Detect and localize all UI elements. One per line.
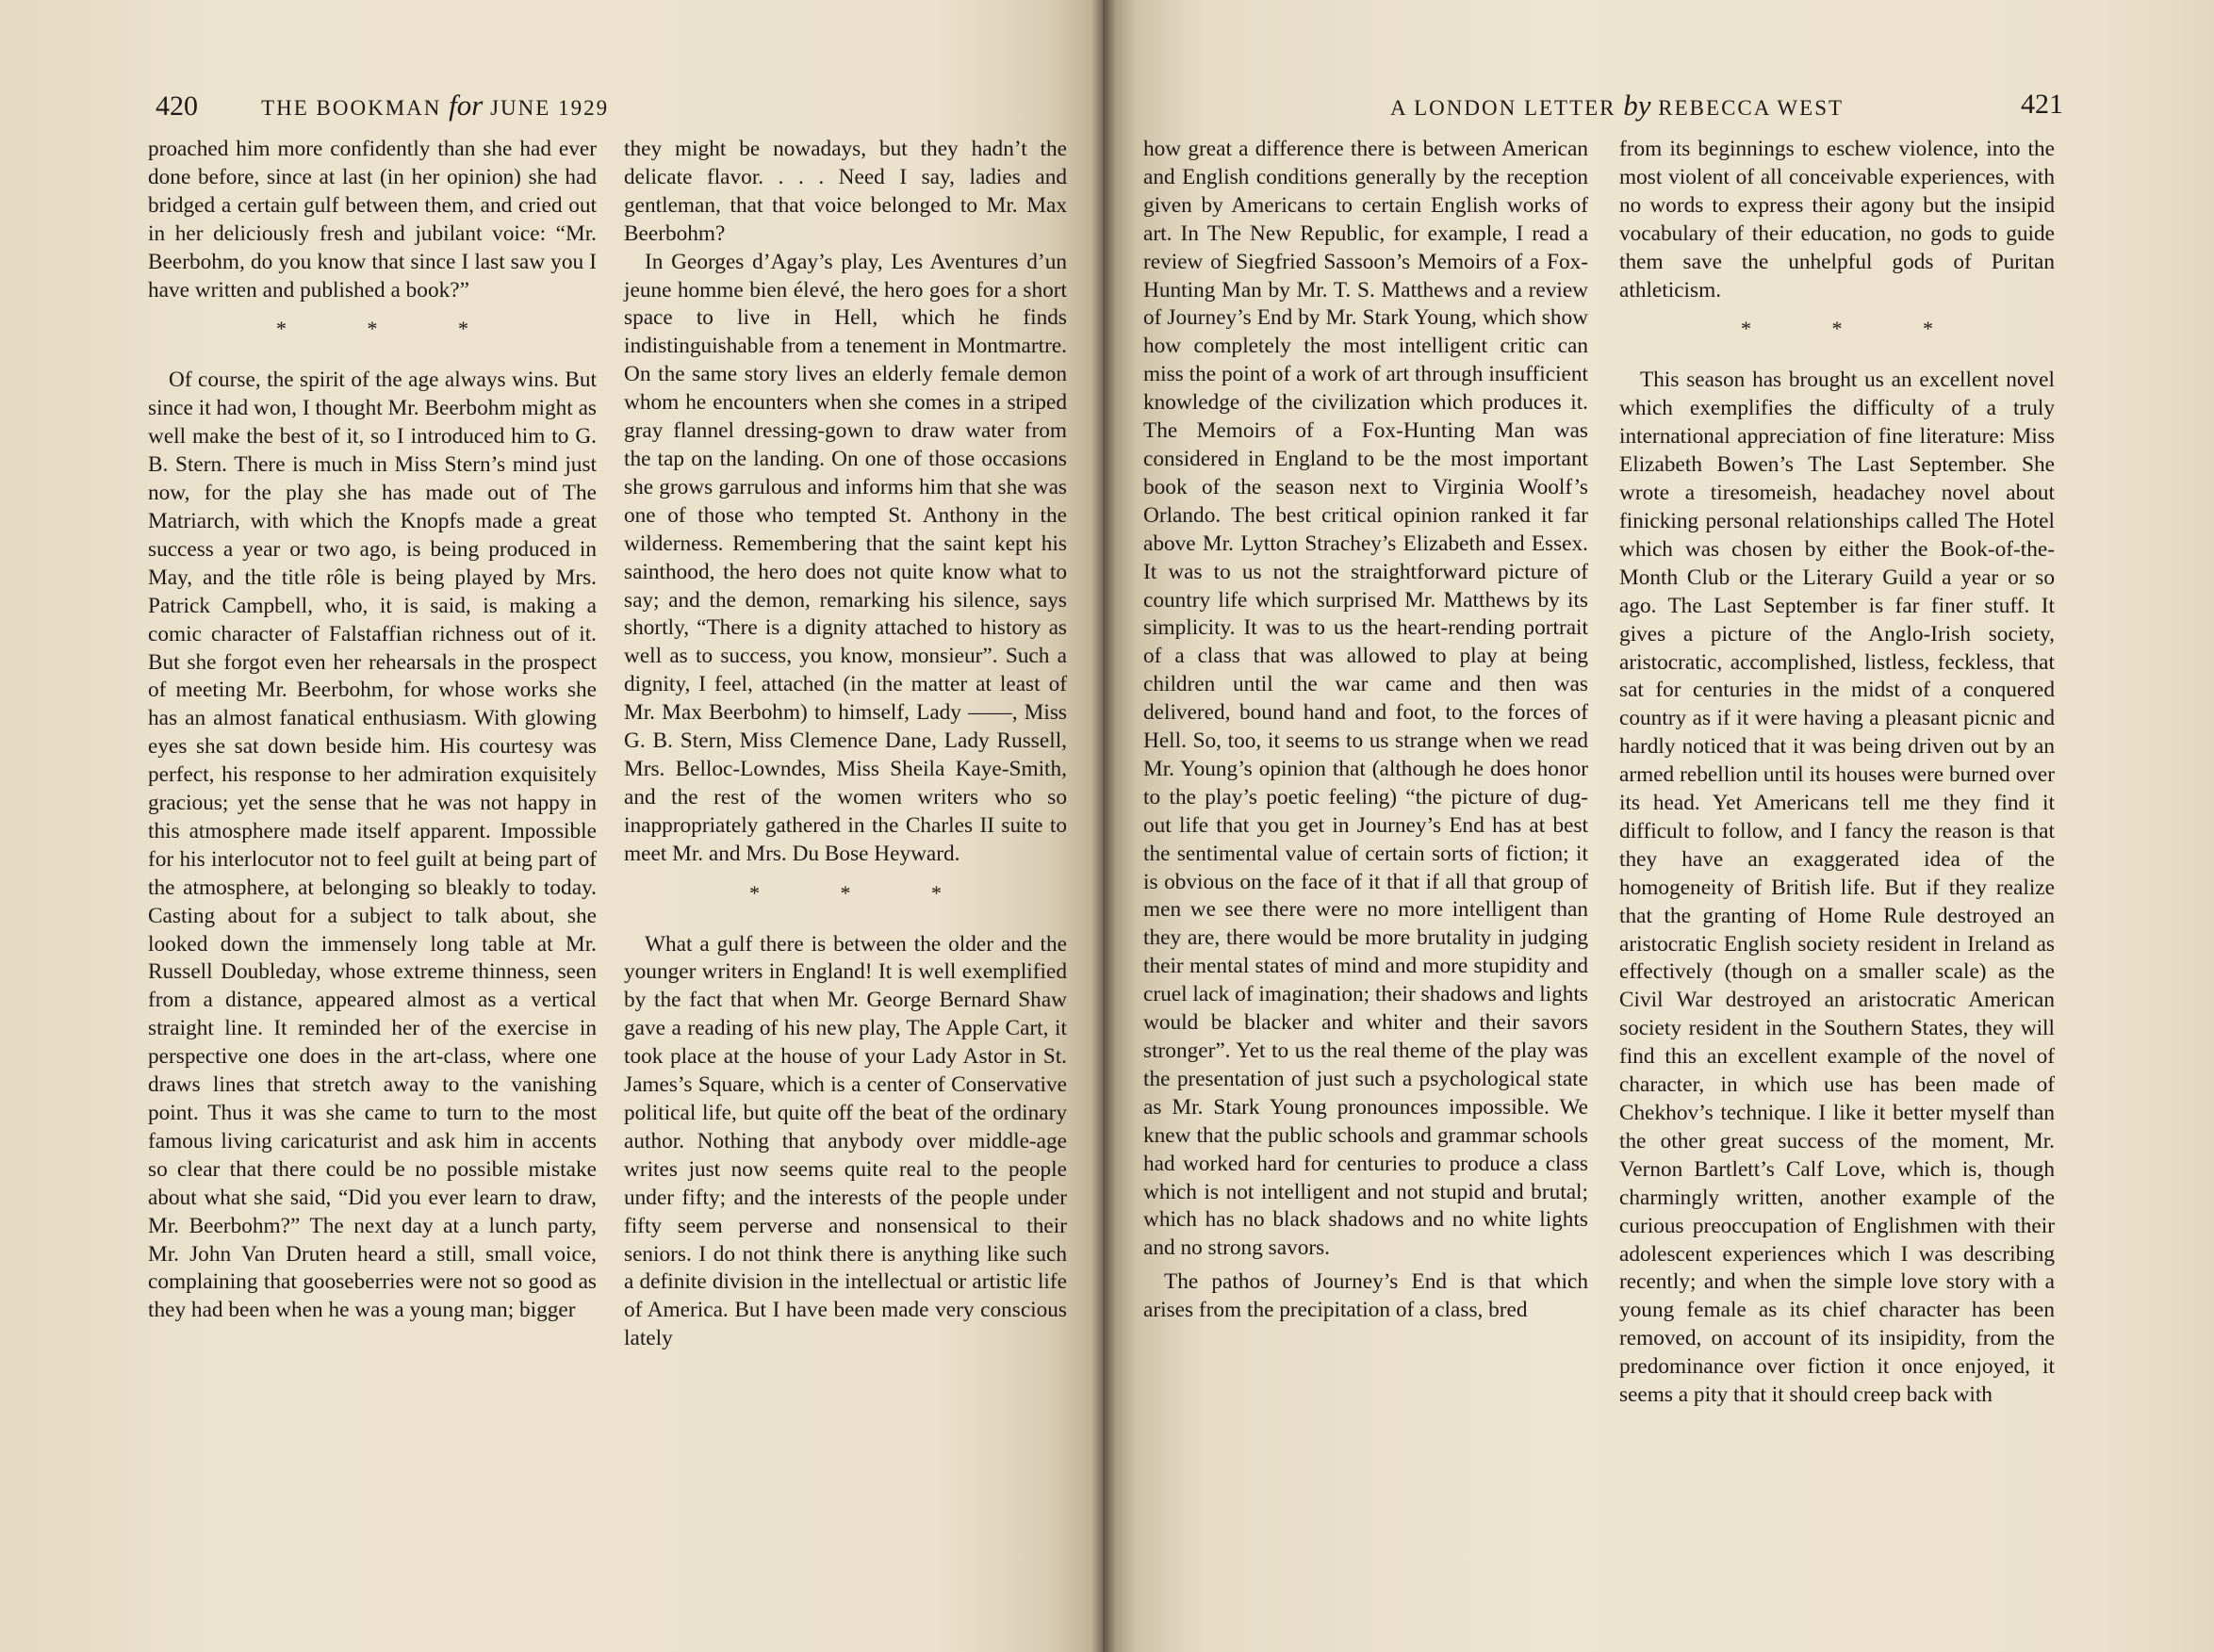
left-head-for: for bbox=[449, 89, 484, 122]
paragraph: how great a difference there is between American and English conditions generally by the reception given by Americans to certain English works of art. In The New Republic, for example, I read a review of Siegfried Sassoon’s Memoirs of a Fox-Hunting Man by Mr. T. S. Matthews and a review of Journey’s End by Mr. Stark Young, which show how completely the most intelligent critic can miss the point of a work of art through insufficient knowledge of the civilization which produces it. The Memoirs of a Fox-Hunting Man was considered in England to be the most important book of the season next to Virginia Woolf’s Orlando. The best critical opinion ranked it far above Mr. Lytton Strachey’s Elizabeth and Essex. It was to us not the straightforward picture of country life which surprised Mr. Matthews by its simplicity. It was to us the heart-rending portrait of a class that was allowed to play at being children until the war came and then was delivered, bound hand and foot, to the forces of Hell. So, too, it seems to us strange when we read Mr. Young’s opinion that (although he does honor to the play’s poetic feeling) “the picture of dug-out life that you get in Journey’s End has at best the sentimental value of certain sorts of fiction; it is obvious on the face of it that if all that group of men we see there were no more intelligent than they are, there would be more brutality in judging their mental states of mind and more stupidity and cruel lack of imagination; their shadows and lights would be blacker and whiter and their savors stronger”. Yet to us the real theme of the play was the presentation of just such a psychological state as Mr. Stark Young pronounces impossible. We knew that the public schools and grammar schools had worked hard for centuries to produce a class which is not intelligent and not stupid and brutal; which has no black shadows and no white lights and no strong savors. bbox=[1143, 137, 1588, 1261]
right-folio: 421 bbox=[2021, 89, 2063, 120]
right-head-title: A LONDON LETTER bbox=[1390, 96, 1616, 120]
right-column-2 bbox=[1619, 136, 2055, 1410]
right-head-by: by bbox=[1623, 89, 1651, 122]
left-running-head bbox=[156, 89, 609, 128]
left-head-title: THE BOOKMAN bbox=[261, 96, 442, 120]
left-column-2 bbox=[624, 136, 1067, 1353]
paragraph: In Georges d’Agay’s play, Les Aventures d’un jeune homme bien élevé, the hero goes for a short space to live in Hell, which he finds indistinguishable from a tenement in Montmartre. On the same story lives an elderly female demon whom he encounters when she comes in a striped gray flannel dressing-gown to draw water from the tap on the landing. On one of those occasions she grows garrulous and informs him that she was one of those who tempted St. Anthony in the wilderness. Remembering that the saint kept his sainthood, the hero does not quite know what to say; and the demon, remarking his silence, says shortly, “There is a dignity attached to history as well as to success, you know, monsieur”. Such a dignity, I feel, attached (in the matter at least of Mr. Max Beerbohm) to himself, Lady ——, Miss G. B. Stern, Miss Clemence Dane, Lady Russell, Mrs. Belloc-Lowndes, Miss Sheila Kaye-Smith, and the rest of the women writers who so inappropriately gathered in the Charles II suite to meet Mr. and Mrs. Du Bose Heyward. bbox=[624, 249, 1067, 866]
right-column-1 bbox=[1143, 136, 1588, 1325]
left-page bbox=[0, 0, 1103, 1652]
left-folio: 420 bbox=[156, 90, 198, 122]
paragraph: proached him more confidently than she had ever done before, since at last (in her opinion) she had bridged a certain gulf between them, and cried out in her deliciously fresh and jubilant voice: “Mr. Beerbohm, do you know that since I last saw you I have written and published a book?” bbox=[148, 137, 597, 303]
section-break: * * * bbox=[276, 317, 506, 341]
left-head-date: JUNE 1929 bbox=[490, 96, 610, 120]
paragraph: The pathos of Journey’s End is that which arises from the precipitation of a class, bred bbox=[1143, 1269, 1588, 1323]
section-break: * * * bbox=[749, 880, 979, 905]
section-break: * * * bbox=[1741, 317, 1971, 341]
right-folio-wrap bbox=[2021, 89, 2063, 128]
paragraph: from its beginnings to eschew violence, into the most violent of all conceivable experiences, with no words to express their agony but the insipid vocabulary of their education, no gods to guide them save the unhelpful gods of Puritan athleticism. bbox=[1619, 137, 2055, 303]
paragraph: What a gulf there is between the older and the younger writers in England! It is well exemplified by the fact that when Mr. George Bernard Shaw gave a reading of his new play, The Apple Cart, it took place at the house of your Lady Astor in St. James’s Square, which is a center of Conservative political life, but quite off the beat of the ordinary author. Nothing that anybody over middle-age writes just now seems quite real to the people under fifty; and the interests of the people under fifty seem perverse and nonsensical to their seniors. I do not think there is anything like such a definite division in the intellectual or artistic life of America. But I have been made very conscious lately bbox=[624, 931, 1067, 1351]
book-gutter bbox=[1091, 0, 1116, 1652]
paragraph: Of course, the spirit of the age always wins. But since it had won, I thought Mr. Beerbohm might as well make the best of it, so I introduced him to G. B. Stern. There is much in Miss Stern’s mind just now, for the play she has made out of The Matriarch, with which the Knopfs made a great success a year or two ago, is being produced in May, and the title rôle is being played by Mrs. Patrick Campbell, who, it is said, is making a comic character of Falstaffian richness out of it. But she forgot even her rehearsals in the prospect of meeting Mr. Beerbohm, for whose works she has an almost fanatical enthusiasm. With glowing eyes she sat down beside him. His courtesy was perfect, his response to her admiration exquisitely gracious; yet the sense that he was not happy in this atmosphere made itself apparent. Impossible for his interlocutor not to feel guilt at being part of the atmosphere, at belonging so bleakly to today. Casting about for a subject to talk about, she looked down the immensely long table at Mr. Russell Doubleday, whose extreme thinness, seen from a distance, appeared almost as a vertical straight line. It reminded her of the exercise in perspective one does in the art-class, where one draws lines that stretch away to the vanishing point. Thus it was she came to turn to the most famous living caricaturist and ask him in accents so clear that there could be no possible mistake about what she said, “Did you ever learn to draw, Mr. Beerbohm?” The next day at a lunch party, Mr. John Van Druten heard a still, small voice, complaining that gooseberries were not so good as they had been when he was a young man; bigger bbox=[148, 368, 597, 1323]
right-running-head bbox=[1390, 89, 1844, 128]
paragraph: they might be nowadays, but they hadn’t the delicate flavor. . . . Need I say, ladies and gentleman, that that voice belonged to Mr. Max Beerbohm? bbox=[624, 137, 1067, 246]
right-head-author: REBECCA WEST bbox=[1658, 96, 1845, 120]
left-column-1 bbox=[148, 136, 597, 1325]
paragraph: This season has brought us an excellent novel which exemplifies the difficulty of a truly international appreciation of fine literature: Miss Elizabeth Bowen’s The Last September. She wrote a tiresomeish, headachey novel about finicking personal relationships called The Hotel which was chosen by either the Book-of-the-Month Club or the Literary Guild a year or so ago. The Last September is far finer stuff. It gives a picture of the Anglo-Irish society, aristocratic, accomplished, listless, feckless, that sat for centuries in the midst of a conquered country as if it were having a pleasant picnic and hardly noticed that it was being driven out by an armed rebellion until its houses were burned over its head. Yet Americans tell me they find it difficult to follow, and I fancy the reason is that they have an exaggerated idea of the homogeneity of British life. But if they realize that the granting of Home Rule destroyed an aristocratic English society resident in Ireland as effectively (though on a smaller scale) as the Civil War destroyed an aristocratic American society resident in the Southern States, they will find this an excellent example of the novel of character, in which use has been made of Chekhov’s technique. I like it better myself than the other great success of the moment, Mr. Vernon Bartlett’s Calf Love, which is, though charmingly written, another example of the curious preoccupation of Englishmen with their adolescent experiences which I was describing recently; and when the simple love story with a young female as its chief character has been removed, on account of its insipidity, from the predominance over fiction it once enjoyed, it seems a pity that it should creep back with bbox=[1619, 368, 2055, 1408]
